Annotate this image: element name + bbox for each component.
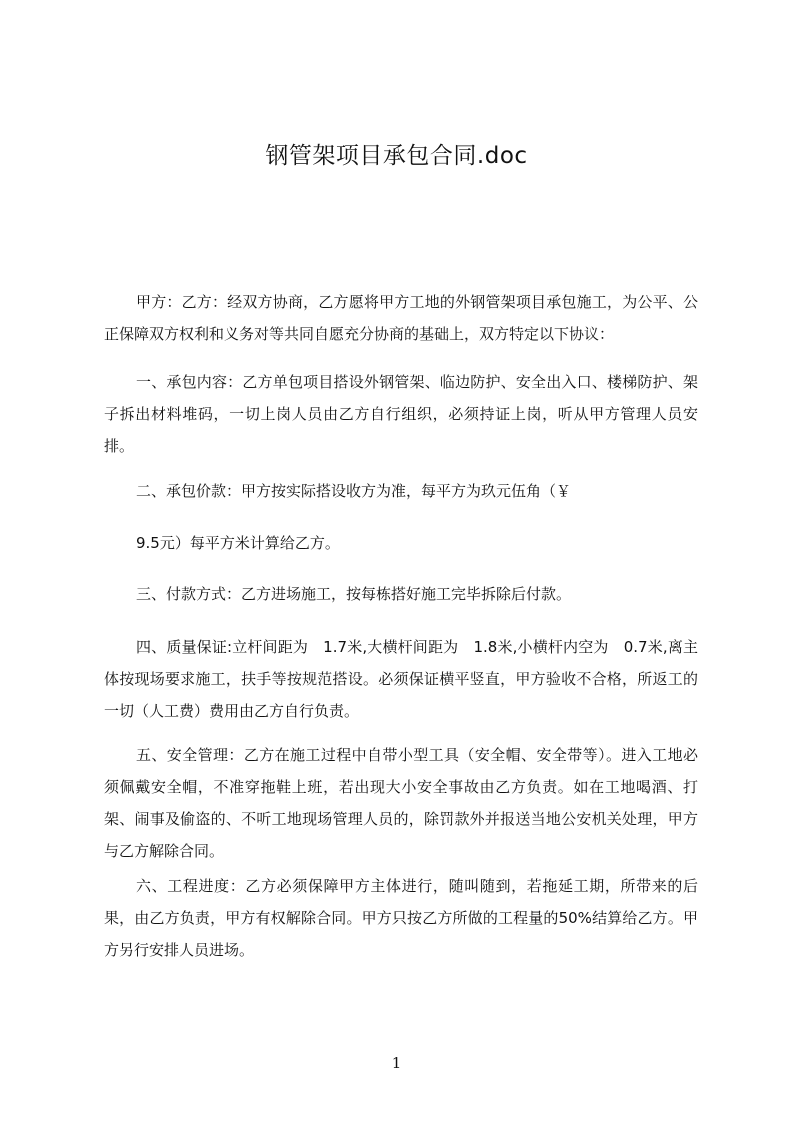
paragraph-clause-6: 六、工程进度：乙方必须保障甲方主体进行，随叫随到，若拖延工期，所带来的后果，由乙方负责，甲方有权解除合同。甲方只按乙方所做的工程量的50%结算给乙方。甲方另行安排人员进场。 (104, 877, 698, 959)
paragraph-clause-1: 一、承包内容：乙方单包项目搭设外钢管架、临边防护、安全出入口、楼梯防护、架子拆出材料堆码，一切上岗人员由乙方自行组织，必须持证上岗，听从甲方管理人员安排。 (104, 373, 698, 455)
page-number: 1 (391, 1054, 402, 1072)
paragraph-clause-5: 五、安全管理：乙方在施工过程中自带小型工具（安全帽、安全带等）。进入工地必须佩戴安全帽，不准穿拖鞋上班，若出现大小安全事故由乙方负责。如在工地喝酒、打架、闹事及偷盗的、不听工地现场管理人员的，除罚款外并报送当地公安机关处理，甲方与乙方解除合同。 (104, 746, 698, 860)
paragraph-clause-2-price: 二、承包价款：甲方按实际搭设收方为准，每平方为玖元伍角（￥ (136, 482, 572, 500)
document-title: 钢管架项目承包合同.doc (265, 143, 528, 169)
paragraph-clause-2-amount: 9.5元）每平方米计算给乙方。 (136, 534, 340, 552)
paragraph-intro: 甲方：乙方：经双方协商，乙方愿将甲方工地的外钢管架项目承包施工，为公平、公正保障双方权利和义务对等共同自愿充分协商的基础上，双方特定以下协议： (104, 293, 698, 343)
paragraph-clause-3: 三、付款方式：乙方进场施工，按每栋搭好施工完毕拆除后付款。 (136, 585, 572, 603)
paragraph-clause-4: 四、质量保证:立杆间距为 1.7米,大横杆间距为 1.8米,小横杆内空为 0.7米,离主体按现场要求施工，扶手等按规范搭设。必须保证横平竖直，甲方验收不合格，所返工的一切（人工费）费用由乙方自行负责。 (104, 638, 698, 720)
